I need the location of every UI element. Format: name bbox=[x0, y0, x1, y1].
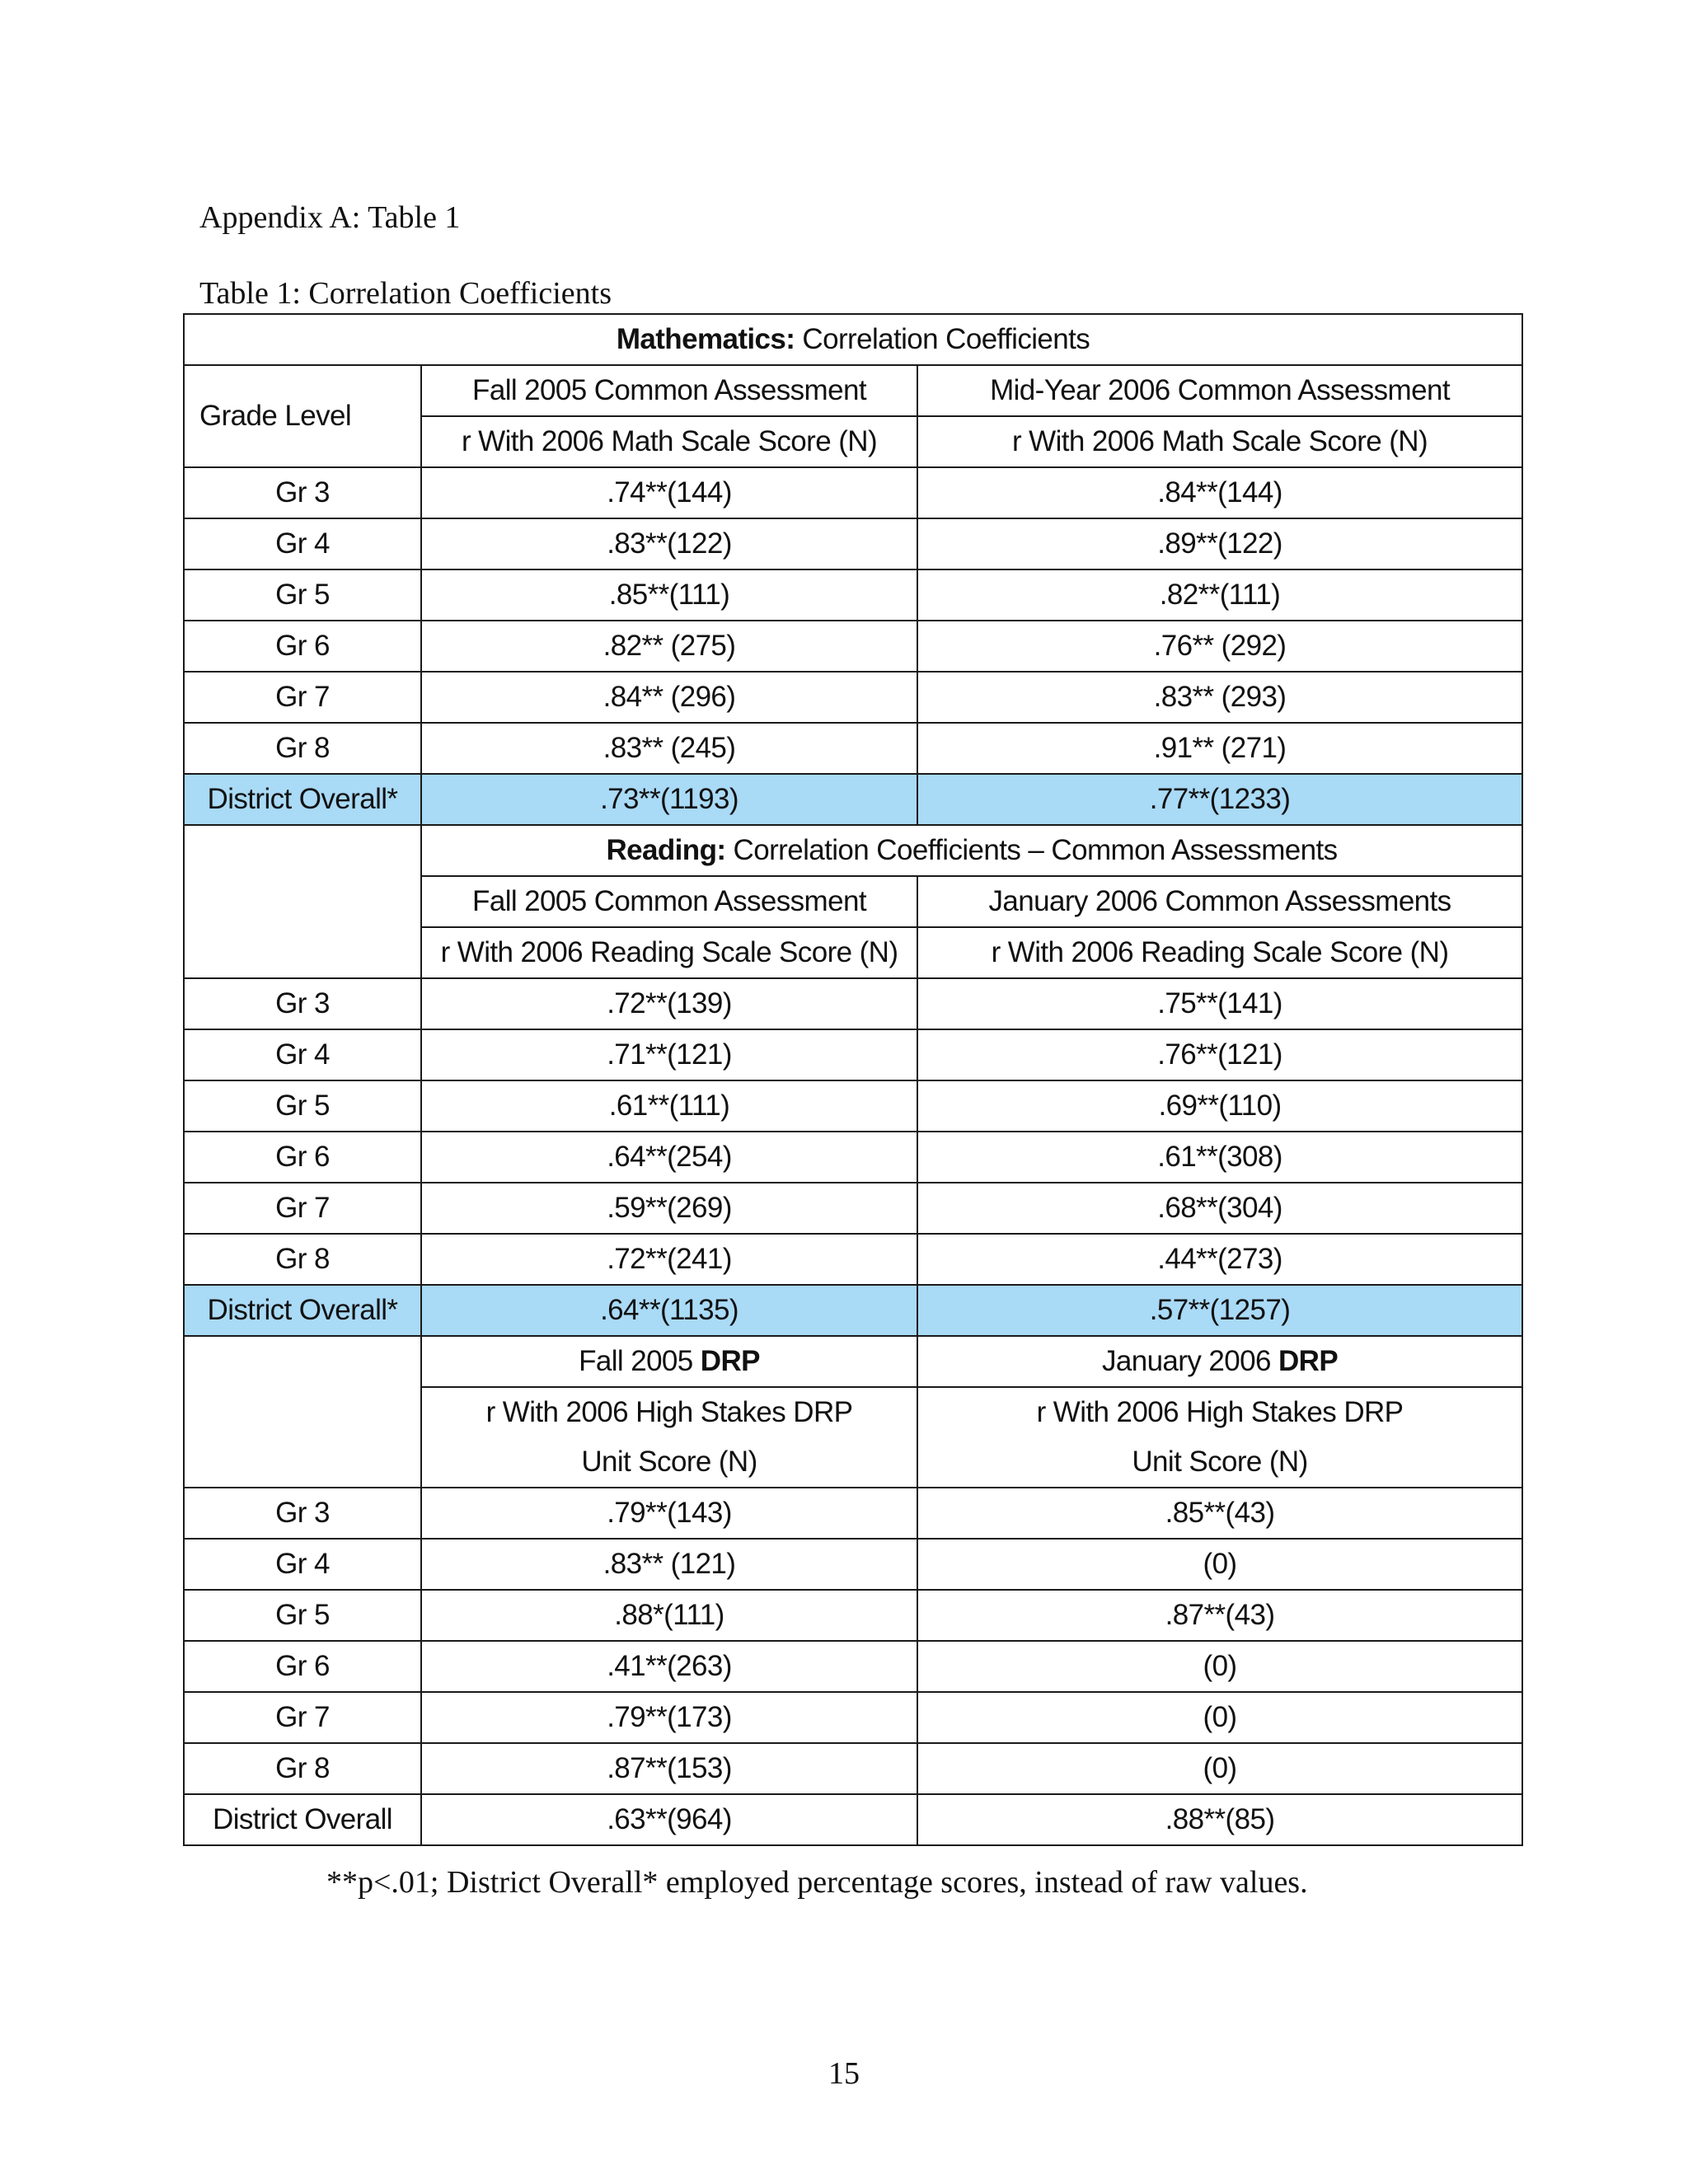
math-col1-header: Fall 2005 Common Assessment bbox=[421, 365, 917, 416]
overall-value-cell: .63**(964) bbox=[421, 1794, 917, 1845]
drp-col2-header bbox=[917, 1336, 1522, 1387]
value-cell: .87**(43) bbox=[917, 1590, 1522, 1641]
grade-cell: Gr 6 bbox=[184, 1641, 421, 1692]
value-cell: .79**(173) bbox=[421, 1692, 917, 1743]
reading-col2-header: January 2006 Common Assessments bbox=[917, 876, 1522, 927]
table-row bbox=[184, 518, 1522, 569]
drp-col2-subheader-line1: r With 2006 High Stakes DRP bbox=[1036, 1396, 1404, 1428]
table-row bbox=[184, 672, 1522, 723]
value-cell: .83** (293) bbox=[917, 672, 1522, 723]
table-caption: Table 1: Correlation Coefficients bbox=[199, 276, 612, 311]
grade-cell: Gr 7 bbox=[184, 1692, 421, 1743]
value-cell: .91** (271) bbox=[917, 723, 1522, 774]
drp-col1-header-bold: DRP bbox=[700, 1345, 760, 1377]
math-header-row bbox=[184, 365, 1522, 416]
value-cell: .83** (245) bbox=[421, 723, 917, 774]
reading-col1-header: Fall 2005 Common Assessment bbox=[421, 876, 917, 927]
drp-col1-header-plain: Fall 2005 bbox=[579, 1345, 701, 1377]
math-overall-row bbox=[184, 774, 1522, 825]
math-title-row bbox=[184, 314, 1522, 365]
value-cell: .84** (296) bbox=[421, 672, 917, 723]
grade-cell: Gr 5 bbox=[184, 569, 421, 621]
drp-col1-subheader-line1: r With 2006 High Stakes DRP bbox=[485, 1396, 853, 1428]
grade-cell: Gr 6 bbox=[184, 621, 421, 672]
grade-cell: Gr 4 bbox=[184, 1029, 421, 1080]
table-row bbox=[184, 1590, 1522, 1641]
grade-cell: Gr 3 bbox=[184, 978, 421, 1029]
reading-title-bold: Reading: bbox=[606, 834, 726, 866]
grade-cell: Gr 3 bbox=[184, 467, 421, 518]
drp-col2-subheader-line2: Unit Score (N) bbox=[1132, 1446, 1308, 1478]
value-cell: .75**(141) bbox=[917, 978, 1522, 1029]
page-number: 15 bbox=[828, 2056, 860, 2091]
value-cell: (0) bbox=[917, 1692, 1522, 1743]
reading-title-row bbox=[184, 825, 1522, 876]
table-row bbox=[184, 1488, 1522, 1539]
value-cell: (0) bbox=[917, 1641, 1522, 1692]
value-cell: .79**(143) bbox=[421, 1488, 917, 1539]
value-cell: .82**(111) bbox=[917, 569, 1522, 621]
overall-label-cell: District Overall* bbox=[184, 1285, 421, 1336]
drp-blank-cell bbox=[184, 1336, 421, 1488]
overall-value-cell: .77**(1233) bbox=[917, 774, 1522, 825]
table-row bbox=[184, 1234, 1522, 1285]
grade-cell: Gr 8 bbox=[184, 723, 421, 774]
math-col2-subheader: r With 2006 Math Scale Score (N) bbox=[917, 416, 1522, 467]
value-cell: .61**(308) bbox=[917, 1132, 1522, 1183]
reading-col2-subheader: r With 2006 Reading Scale Score (N) bbox=[917, 927, 1522, 978]
table-row bbox=[184, 1743, 1522, 1794]
value-cell: .44**(273) bbox=[917, 1234, 1522, 1285]
overall-value-cell: .64**(1135) bbox=[421, 1285, 917, 1336]
value-cell: .71**(121) bbox=[421, 1029, 917, 1080]
table-row bbox=[184, 978, 1522, 1029]
value-cell: .83** (121) bbox=[421, 1539, 917, 1590]
value-cell: .41**(263) bbox=[421, 1641, 917, 1692]
value-cell: .74**(144) bbox=[421, 467, 917, 518]
reading-title-rest: Correlation Coefficients – Common Assessments bbox=[725, 834, 1338, 866]
drp-header-row bbox=[184, 1336, 1522, 1387]
math-col1-subheader: r With 2006 Math Scale Score (N) bbox=[421, 416, 917, 467]
drp-col2-subheader bbox=[917, 1387, 1522, 1488]
table-row bbox=[184, 1692, 1522, 1743]
table-row bbox=[184, 1183, 1522, 1234]
value-cell: .83**(122) bbox=[421, 518, 917, 569]
table-row bbox=[184, 1641, 1522, 1692]
value-cell: .84**(144) bbox=[917, 467, 1522, 518]
table-row bbox=[184, 569, 1522, 621]
value-cell: .64**(254) bbox=[421, 1132, 917, 1183]
table-row bbox=[184, 621, 1522, 672]
math-title-rest: Correlation Coefficients bbox=[795, 323, 1090, 355]
grade-cell: Gr 5 bbox=[184, 1080, 421, 1132]
reading-overall-row bbox=[184, 1285, 1522, 1336]
value-cell: .76**(121) bbox=[917, 1029, 1522, 1080]
footnote: **p<.01; District Overall* employed percentage scores, instead of raw values. bbox=[326, 1865, 1308, 1900]
grade-cell: Gr 5 bbox=[184, 1590, 421, 1641]
appendix-title: Appendix A: Table 1 bbox=[199, 200, 461, 235]
table-row bbox=[184, 467, 1522, 518]
correlation-table bbox=[183, 313, 1523, 1846]
value-cell: .68**(304) bbox=[917, 1183, 1522, 1234]
drp-col1-subheader bbox=[421, 1387, 917, 1488]
drp-col2-header-plain: January 2006 bbox=[1101, 1345, 1278, 1377]
math-col2-header: Mid-Year 2006 Common Assessment bbox=[917, 365, 1522, 416]
overall-label-cell: District Overall* bbox=[184, 774, 421, 825]
grade-cell: Gr 3 bbox=[184, 1488, 421, 1539]
math-title-bold: Mathematics: bbox=[616, 323, 795, 355]
reading-col1-subheader: r With 2006 Reading Scale Score (N) bbox=[421, 927, 917, 978]
grade-level-header: Grade Level bbox=[184, 365, 421, 467]
value-cell: .85**(43) bbox=[917, 1488, 1522, 1539]
grade-cell: Gr 8 bbox=[184, 1234, 421, 1285]
math-title-cell bbox=[184, 314, 1522, 365]
value-cell: .72**(241) bbox=[421, 1234, 917, 1285]
table-row bbox=[184, 1539, 1522, 1590]
value-cell: .85**(111) bbox=[421, 569, 917, 621]
grade-cell: Gr 8 bbox=[184, 1743, 421, 1794]
grade-cell: Gr 7 bbox=[184, 672, 421, 723]
table-row bbox=[184, 1029, 1522, 1080]
value-cell: .76** (292) bbox=[917, 621, 1522, 672]
value-cell: .61**(111) bbox=[421, 1080, 917, 1132]
grade-cell: Gr 4 bbox=[184, 518, 421, 569]
grade-cell: Gr 4 bbox=[184, 1539, 421, 1590]
value-cell: .82** (275) bbox=[421, 621, 917, 672]
table-row bbox=[184, 1080, 1522, 1132]
table-row bbox=[184, 1132, 1522, 1183]
value-cell: (0) bbox=[917, 1743, 1522, 1794]
value-cell: .88*(111) bbox=[421, 1590, 917, 1641]
value-cell: (0) bbox=[917, 1539, 1522, 1590]
value-cell: .59**(269) bbox=[421, 1183, 917, 1234]
value-cell: .87**(153) bbox=[421, 1743, 917, 1794]
grade-cell: Gr 7 bbox=[184, 1183, 421, 1234]
drp-overall-row bbox=[184, 1794, 1522, 1845]
drp-col1-subheader-line2: Unit Score (N) bbox=[581, 1446, 757, 1478]
value-cell: .69**(110) bbox=[917, 1080, 1522, 1132]
drp-col1-header bbox=[421, 1336, 917, 1387]
overall-value-cell: .57**(1257) bbox=[917, 1285, 1522, 1336]
overall-value-cell: .88**(85) bbox=[917, 1794, 1522, 1845]
overall-value-cell: .73**(1193) bbox=[421, 774, 917, 825]
drp-col2-header-bold: DRP bbox=[1278, 1345, 1339, 1377]
reading-title-cell bbox=[421, 825, 1522, 876]
value-cell: .72**(139) bbox=[421, 978, 917, 1029]
value-cell: .89**(122) bbox=[917, 518, 1522, 569]
table-row bbox=[184, 723, 1522, 774]
reading-blank-cell bbox=[184, 825, 421, 978]
grade-cell: Gr 6 bbox=[184, 1132, 421, 1183]
overall-label-cell: District Overall bbox=[184, 1794, 421, 1845]
